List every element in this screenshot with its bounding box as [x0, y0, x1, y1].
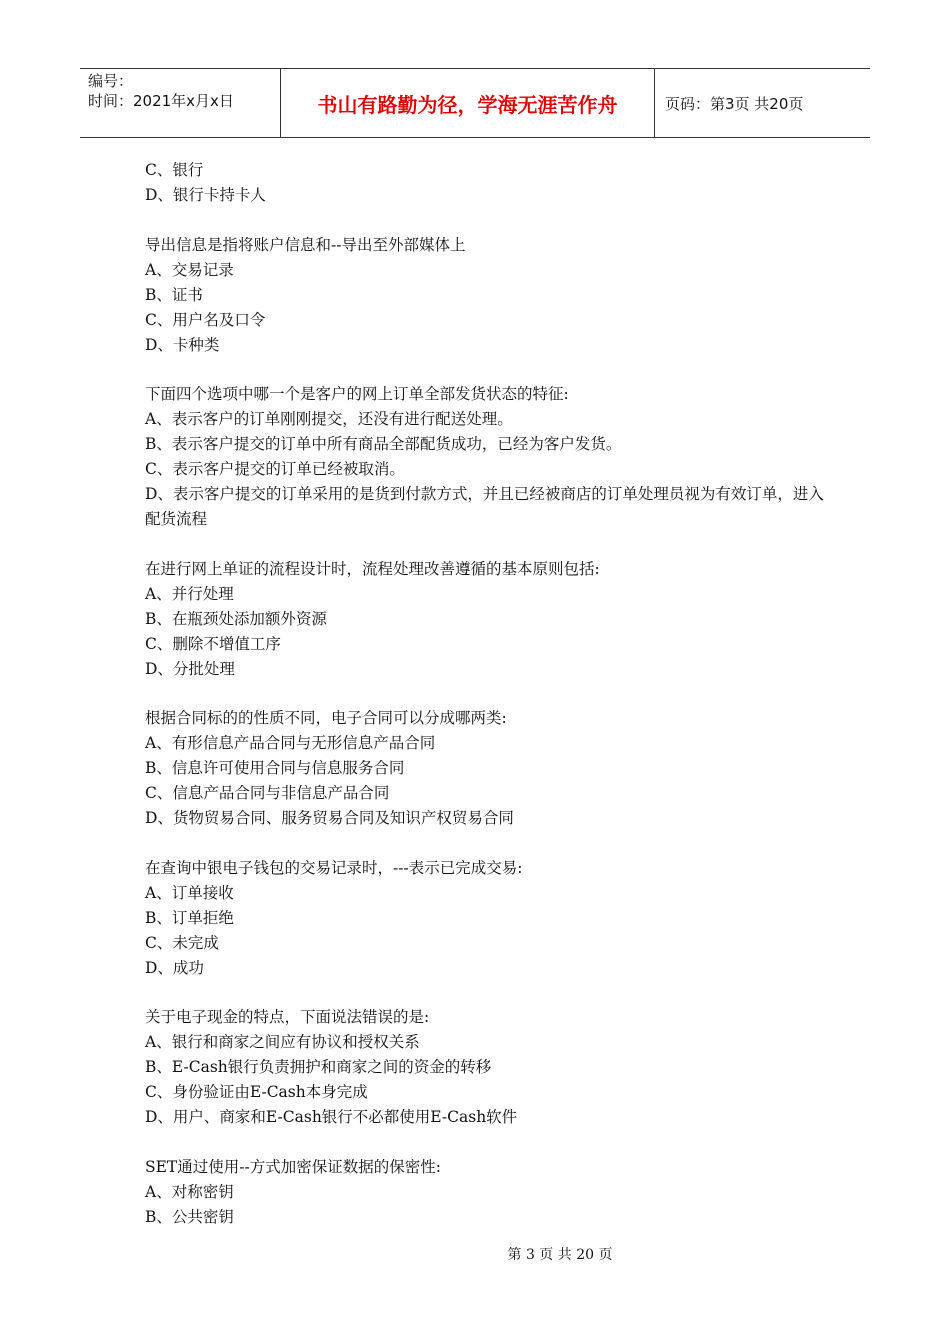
question-block	[145, 856, 825, 981]
block-spacer	[145, 981, 825, 1006]
answer-option: B、信息许可使用合同与信息服务合同	[145, 759, 405, 777]
answer-option: A、对称密钥	[145, 1182, 234, 1201]
answer-option: C、信息产品合同与非信息产品合同	[145, 784, 390, 802]
question-block	[145, 1005, 825, 1130]
question-block	[145, 706, 825, 831]
question-text: 在查询中银电子钱包的交易记录时，---表示已完成交易:	[145, 858, 523, 877]
block-spacer	[145, 1130, 825, 1155]
answer-option: D、成功	[145, 958, 204, 977]
answer-option: D、表示客户提交的订单采用的是货到付款方式，并且已经被商店的订单处理员视为有效订单，进入配货流程	[145, 485, 824, 528]
answer-option: C、表示客户提交的订单已经被取消。	[145, 460, 405, 478]
question-block	[145, 158, 825, 208]
block-spacer	[145, 682, 825, 707]
block-spacer	[145, 358, 825, 383]
answer-option: A、并行处理	[145, 584, 234, 603]
question-block	[145, 557, 825, 682]
question-block	[145, 233, 825, 358]
answer-option: A、有形信息产品合同与无形信息产品合同	[145, 734, 436, 752]
block-spacer	[145, 208, 825, 233]
question-text: 关于电子现金的特点，下面说法错误的是:	[145, 1008, 430, 1026]
question-text: 导出信息是指将账户信息和--导出至外部媒体上	[145, 235, 466, 254]
answer-option: C、银行	[145, 161, 204, 179]
answer-option: B、在瓶颈处添加额外资源	[145, 609, 327, 628]
question-text: 下面四个选项中哪一个是客户的网上订单全部发货状态的特征:	[145, 385, 569, 403]
answer-option: A、银行和商家之间应有协议和授权关系	[145, 1033, 420, 1051]
header-meta	[80, 69, 281, 137]
answer-option: D、银行卡持卡人	[145, 186, 266, 204]
question-block	[145, 382, 825, 532]
answer-option: C、删除不增值工序	[145, 634, 281, 653]
answer-option: C、用户名及口令	[145, 310, 266, 329]
answer-option: C、身份验证由E-Cash本身完成	[145, 1083, 368, 1101]
answer-option: D、分批处理	[145, 659, 235, 678]
header-page-info: 页码：第3页 共20页	[665, 94, 804, 113]
question-text: 在进行网上单证的流程设计时，流程处理改善遵循的基本原则包括:	[145, 559, 600, 578]
question-block	[145, 1155, 825, 1230]
answer-option: B、公共密钥	[145, 1207, 234, 1226]
block-spacer	[145, 831, 825, 856]
answer-option: B、证书	[145, 285, 203, 304]
answer-option: D、货物贸易合同、服务贸易合同及知识产权贸易合同	[145, 809, 514, 827]
answer-option: B、E-Cash银行负责拥护和商家之间的资金的转移	[145, 1058, 492, 1076]
answer-option: B、表示客户提交的订单中所有商品全部配货成功，已经为客户发货。	[145, 435, 622, 453]
question-text: SET通过使用--方式加密保证数据的保密性:	[145, 1157, 441, 1176]
answer-option: D、卡种类	[145, 335, 220, 354]
answer-option: A、订单接收	[145, 883, 234, 902]
answer-option: C、未完成	[145, 933, 219, 952]
question-text: 根据合同标的的性质不同，电子合同可以分成哪两类:	[145, 709, 507, 727]
page-footer: 第 3 页 共 20 页	[507, 1247, 613, 1263]
block-spacer	[145, 532, 825, 557]
page-header	[80, 68, 870, 138]
header-motto: 书山有路勤为径，学海无涯苦作舟	[281, 69, 655, 137]
time-label: 时间：2021年x月x日	[88, 92, 234, 110]
answer-option: A、表示客户的订单刚刚提交，还没有进行配送处理。	[145, 410, 513, 428]
code-label: 编号：	[88, 72, 134, 90]
answer-option: B、订单拒绝	[145, 908, 234, 927]
answer-option: A、交易记录	[145, 260, 234, 279]
question-list	[145, 158, 825, 1230]
answer-option: D、用户、商家和E-Cash银行不必都使用E-Cash软件	[145, 1108, 518, 1126]
